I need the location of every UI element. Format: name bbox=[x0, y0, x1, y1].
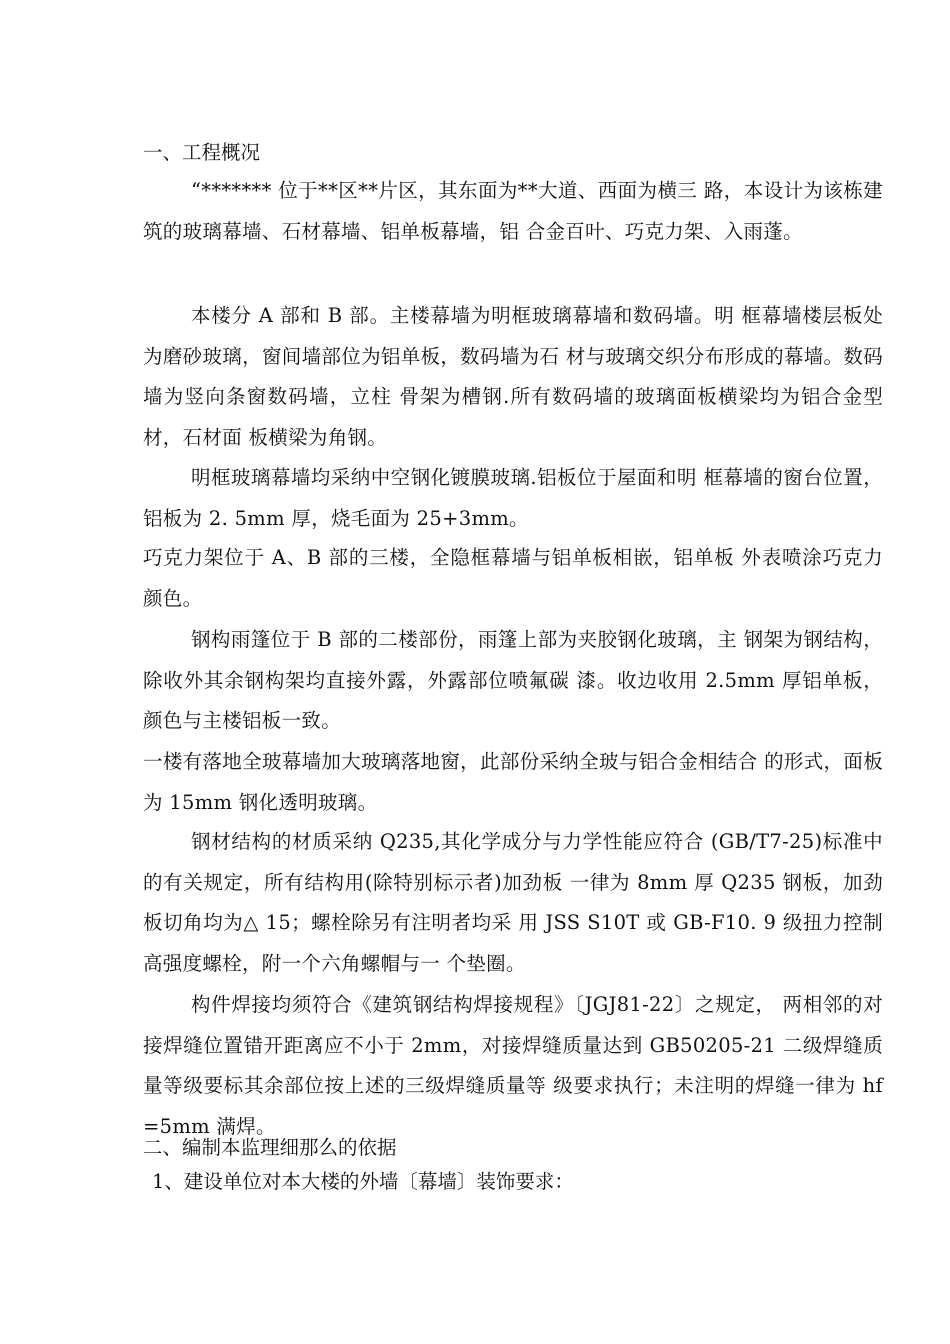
paragraph-first-floor: 一楼有落地全玻幕墙加大玻璃落地窗，此部份采纳全玻与铝合金相结合 的形式，面板为 15mm 钢化透明玻璃。 bbox=[143, 750, 883, 814]
paragraph-steel-canopy: 钢构雨篷位于 B 部的二楼部份，雨篷上部为夹胶钢化玻璃，主 钢架为钢结构，除收外其余钢构架均直接外露，外露部位喷氟碳 漆。收边收用 2.5mm 厚铝单板，颜色与主楼铝板一致。 bbox=[143, 628, 883, 732]
paragraph-glass-curtain-wall: 明框玻璃幕墙均采纳中空钢化镀膜玻璃.铝板位于屋面和明 框幕墙的窗台位置，铝板为 2. 5mm 厚，烧毛面为 25+3mm。 bbox=[143, 466, 883, 530]
paragraph-chocolate-rack: 巧克力架位于 A、B 部的三楼，全隐框幕墙与铝单板相嵌，铝单板 外表喷涂巧克力颜色。 bbox=[143, 546, 883, 610]
paragraph-steel-material: 钢材结构的材质采纳 Q235,其化学成分与力学性能应符合 (GB/T7-25)标准中的有关规定，所有结构用(除特别标示者)加劲板 一律为 8mm 厚 Q235 钢板，加劲板切角均为△ 15；螺栓除另有注明者均采 用 JSS S10T 或 GB-F10. 9 级扭力控制高强度螺栓，附一个六角螺帽与一 个垫圈。 bbox=[143, 830, 883, 975]
list-item-1: 1、建设单位对本大楼的外墙〔幕墙〕装饰要求： bbox=[152, 1170, 574, 1193]
section-heading-1: 一、工程概况 bbox=[143, 141, 261, 164]
paragraph-building-parts: 本楼分 A 部和 B 部。主楼幕墙为明框玻璃幕墙和数码墙。明 框幕墙楼层板处为磨砂玻璃，窗间墙部位为铝单板，数码墙为石 材与玻璃交织分布形成的幕墙。数码墙为竖向条窗数码墙，立柱 骨架为槽钢.所有数码墙的玻璃面板横梁均为铝合金型材，石材面 板横梁为角钢。 bbox=[143, 304, 883, 449]
paragraph-welding: 构件焊接均须符合《建筑钢结构焊接规程》〔JGJ81-22〕之规定， 两相邻的对接焊缝位置错开距离应不小于 2mm，对接焊缝质量达到 GB50205-21 二级焊缝质量等级要标其余部位按上述的三级焊缝质量等 级要求执行；未注明的焊缝一律为 hf=5mm 满焊。 bbox=[143, 993, 883, 1138]
section-heading-2: 二、编制本监理细那么的依据 bbox=[143, 1136, 397, 1159]
paragraph-overview: “******* 位于**区**片区，其东面为**大道、西面为横三 路，本设计为该栋建筑的玻璃幕墙、石材幕墙、铝单板幕墙，铝 合金百叶、巧克力架、入雨蓬。 bbox=[143, 179, 883, 243]
